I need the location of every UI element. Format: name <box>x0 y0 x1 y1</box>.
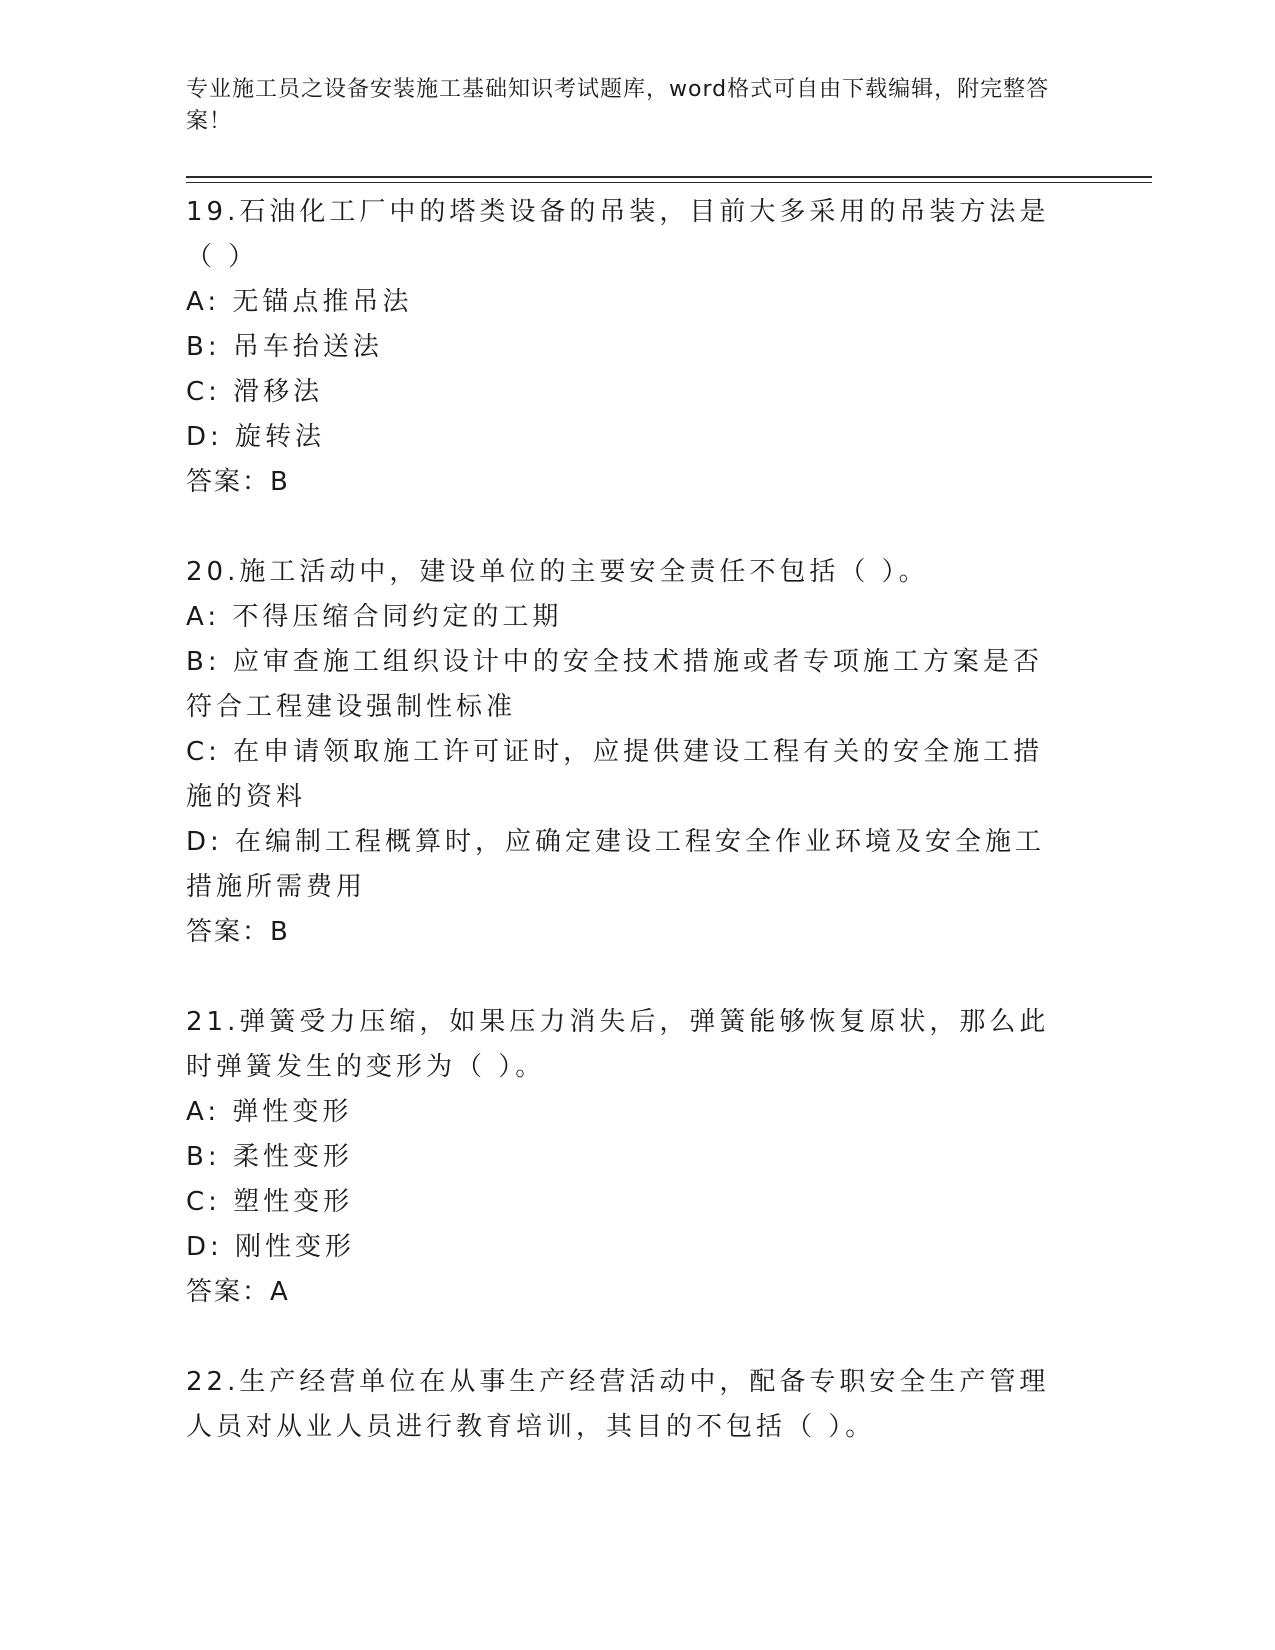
question-spacer <box>186 1315 1066 1360</box>
option-d: D: 在编制工程概算时，应确定建设工程安全作业环境及安全施工措施所需费用 <box>186 827 1046 902</box>
option-b: B: 柔性变形 <box>186 1142 353 1172</box>
question-stem: 20.施工活动中，建设单位的主要安全责任不包括（ ）。 <box>186 557 929 587</box>
answer: 答案：A <box>186 1277 290 1307</box>
question-21 <box>186 1000 1066 1315</box>
option-a: A: 无锚点推吊法 <box>186 287 413 317</box>
option-a: A: 弹性变形 <box>186 1097 353 1127</box>
option-b: B: 吊车抬送法 <box>186 332 383 362</box>
header-divider-thin <box>186 182 1152 183</box>
question-20 <box>186 550 1066 955</box>
option-d: D: 刚性变形 <box>186 1232 356 1262</box>
question-stem: 19.石油化工厂中的塔类设备的吊装，目前大多采用的吊装方法是（ ） <box>186 197 1050 272</box>
question-list <box>186 190 1066 1450</box>
question-spacer <box>186 955 1066 1000</box>
option-d: D: 旋转法 <box>186 422 326 452</box>
question-spacer <box>186 505 1066 550</box>
question-stem: 21.弹簧受力压缩，如果压力消失后，弹簧能够恢复原状，那么此时弹簧发生的变形为（ ）。 <box>186 1007 1050 1082</box>
header-title: 专业施工员之设备安装施工基础知识考试题库，word格式可自由下载编辑，附完整答案！ <box>186 77 1050 134</box>
option-c: C: 塑性变形 <box>186 1187 354 1217</box>
option-b: B: 应审查施工组织设计中的安全技术措施或者专项施工方案是否符合工程建设强制性标准 <box>186 647 1043 722</box>
header-divider-thick <box>186 176 1152 178</box>
question-19 <box>186 190 1066 505</box>
option-a: A: 不得压缩合同约定的工期 <box>186 602 563 632</box>
question-stem: 22.生产经营单位在从事生产经营活动中，配备专职安全生产管理人员对从业人员进行教育培训，其目的不包括（ ）。 <box>186 1367 1050 1442</box>
option-c: C: 滑移法 <box>186 377 324 407</box>
answer: 答案：B <box>186 917 290 947</box>
answer: 答案：B <box>186 467 290 497</box>
question-22 <box>186 1360 1066 1450</box>
option-c: C: 在申请领取施工许可证时，应提供建设工程有关的安全施工措施的资料 <box>186 737 1044 812</box>
